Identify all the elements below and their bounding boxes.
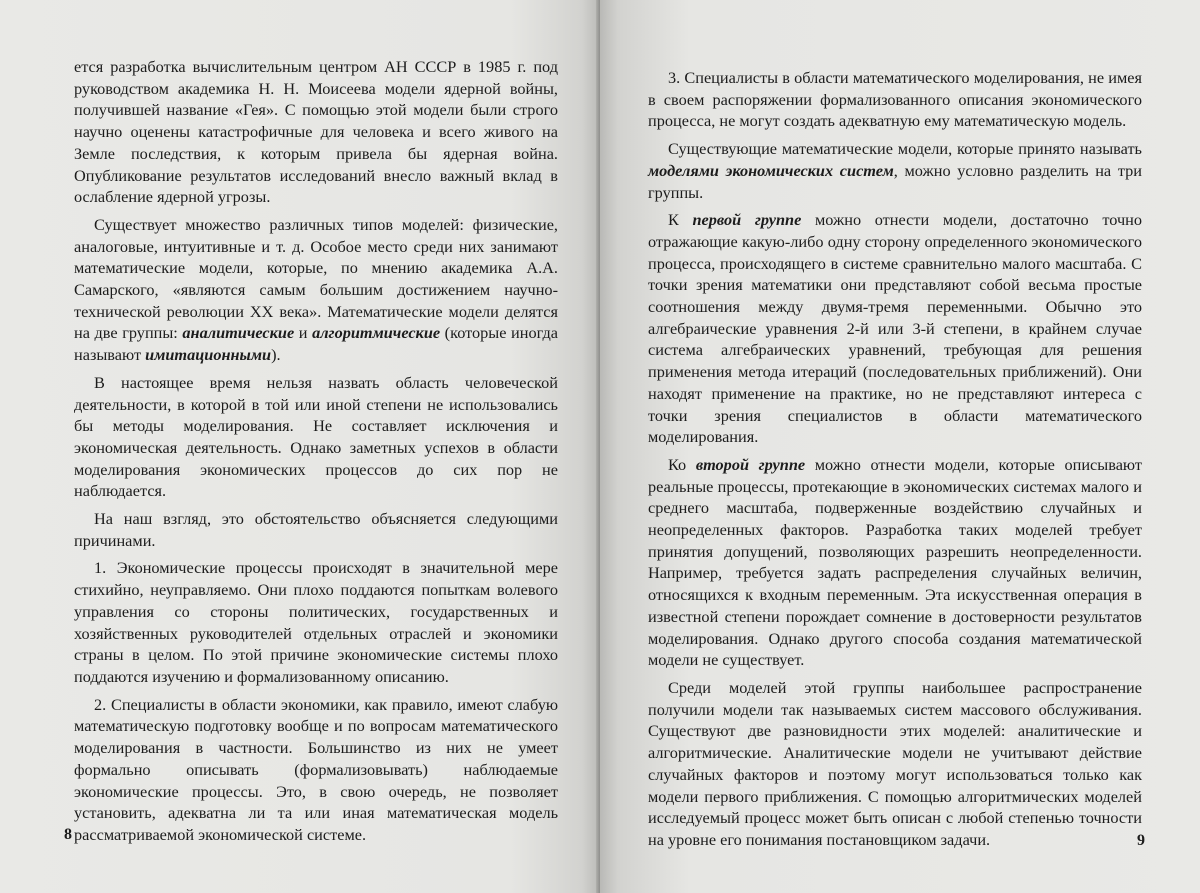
paragraph: В настоящее время нельзя назвать область человеческой деятельности, в которой в той или иной степени не использовались бы методы моделирования. Не составляет исключения и экономическая деятельность. Однако заметных успехов в области моделирования экономических процессов до сих пор не наблюдается. <box>74 372 558 501</box>
emphasis: имитационными <box>145 345 272 365</box>
left-page-body <box>74 56 558 846</box>
paragraph: Ко второй группе можно отнести модели, которые описывают реальные процессы, протекающие в экономических системах малого и среднего масштаба, подверженные воздействию случайных и неопределенных факторов. Разработка таких моделей требует принятия допущений, позволяющих разрешить неопределенности. Например, требуется задать распределения случайных величин, относящихся к входным переменным. Эта искусственная операция в известной степени порождает сомнение в достоверности результатов моделирования. Однако другого способа создания математической модели не существует. <box>648 454 1142 670</box>
paragraph: Среди моделей этой группы наибольшее распространение получили модели так называемых систем массового обслуживания. Существуют две разновидности этих моделей: аналитические и алгоритмические. Аналитические модели не учитывают действие случайных факторов и поэтому могут использоваться только как модели первого приближения. С помощью алгоритмических моделей исследуемый процесс может быть описан с любой степенью точности на уровне его понимания постановщиком задачи. <box>648 677 1142 849</box>
page-number: 8 <box>64 826 72 843</box>
emphasis: алгоритмические <box>312 323 441 343</box>
paragraph: 2. Специалисты в области экономики, как правило, имеют слабую математическую подготовку вообще и по вопросам математического моделирования в частности. Большинство из них не умеет формально описывать (формализовывать) наблюдаемые экономические процессы. Это, в свою очередь, не позволяет установить, адекватна ли та или иная математическая модель рассматриваемой экономической системе. <box>74 694 558 844</box>
emphasis: второй группе <box>695 454 806 474</box>
paragraph: ется разработка вычислительным центром АН СССР в 1985 г. под руководством академика Н. Н. Моисеева модели ядерной войны, получившей название «Гея». С помощью этой модели были строго научно оценены катастрофичные для человека и всего живого на Земле последствия, к которым привела бы ядерная война. Опубликование результатов исследований внесло важный вклад в ослабление ядерной угрозы. <box>74 57 558 207</box>
page-number: 9 <box>1137 832 1145 849</box>
emphasis: аналитические <box>182 323 295 343</box>
right-page-body <box>648 67 1142 851</box>
paragraph: Существует множество различных типов моделей: физические, аналоговые, интуитивные и т. д. Особое место среди них занимают математические модели, которые, по мнению академика А.А. Самарского, «являются самым большим достижением научно-технической революции XX века». Математические модели делятся на две группы: аналитические и алгоритмические (которые иногда называют имитационными). <box>74 214 558 365</box>
right-page <box>600 0 1200 893</box>
emphasis: первой группе <box>692 210 802 230</box>
paragraph: 1. Экономические процессы происходят в значительной мере стихийно, неуправляемо. Они плохо поддаются попыткам волевого управления со стороны политических, государственных и хозяйственных руководителей отдельных отраслей и экономики страны в целом. По этой причине экономические системы плохо поддаются изучению и формализованному описанию. <box>74 558 558 686</box>
emphasis: моделями экономических систем <box>648 160 894 180</box>
paragraph: К первой группе можно отнести модели, достаточно точно отражающие какую-либо одну сторону определенного экономического процесса, происходящего в системе сравнительно малого масштаба. С точки зрения математики они представляют собой весьма простые соотношения между двумя-тремя переменными. Обычно это алгебраические уравнения 2-й или 3-й степени, в крайнем случае система алгебраических уравнений, требующая для решения применения метода итераций (последовательных приближений). Они находят применение на практике, но не представляют интереса с точки зрения специалистов в области математического моделирования. <box>648 210 1142 447</box>
paragraph: На наш взгляд, это обстоятельство объясняется следующими причинами. <box>74 509 558 550</box>
paragraph: Существующие математические модели, которые принято называть моделями экономических систем, можно условно разделить на три группы. <box>648 139 1142 202</box>
paragraph: 3. Специалисты в области математического моделирования, не имея в своем распоряжении формализованного описания экономического процесса, не могут создать адекватную ему математическую модель. <box>648 68 1142 131</box>
